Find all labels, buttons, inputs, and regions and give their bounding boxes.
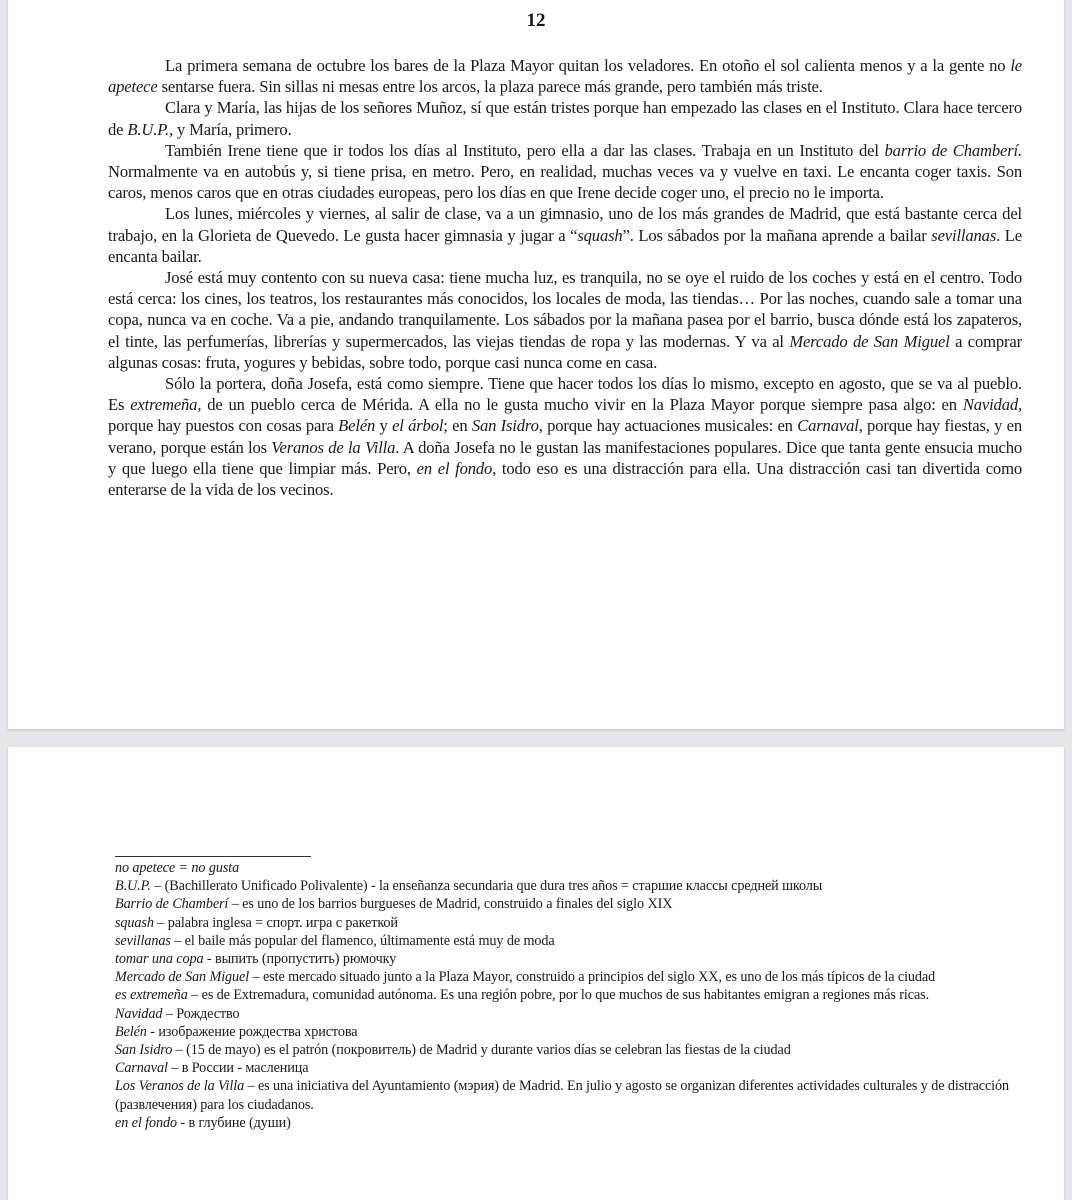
- footnote-term: Navidad: [115, 1005, 163, 1022]
- paragraph-1: [108, 55, 1022, 97]
- text-run: y María, primero.: [173, 119, 292, 139]
- footnote-term: Mercado de San Miguel: [115, 969, 250, 986]
- footnote-separator: [115, 856, 311, 857]
- text-run: Los lunes, miércoles y viernes, al salir de clase, va a un gimnasio, uno de los más grandes de Madrid, que está bastante cerca del trabajo, en la Glorieta de Quevedo. Le gusta hacer gimnasia y jugar a “: [108, 204, 1022, 245]
- footnote-item: [115, 1059, 1038, 1077]
- text-run: ; en: [443, 416, 472, 436]
- footnote-term: Belén: [115, 1023, 147, 1040]
- italic-term: extremeña,: [130, 395, 202, 415]
- footnote-definition: – (Bachillerato Unificado Polivalente) - la enseñanza secundaria que dura tres años = старшие классы средней школы: [150, 878, 823, 895]
- footnote-term: Barrio de Chamberí: [115, 896, 229, 913]
- text-run: a comprar algunas cosas: fruta, yogures y bebidas, sobre todo, porque casi nunca come en casa.: [108, 331, 1023, 372]
- text-run: , porque hay actuaciones musicales: en: [538, 416, 798, 436]
- footnote-item: [115, 950, 1038, 968]
- body-text: [108, 55, 1022, 500]
- document-page-2: [8, 747, 1064, 1200]
- footnote-term: Los Veranos de la Villa: [115, 1078, 245, 1095]
- italic-term: Mercado de San Miguel: [789, 331, 950, 351]
- italic-term: barrio de Chamberí.: [884, 140, 1022, 160]
- text-run: de un pueblo cerca de Mérida. A ella no le gusta mucho vivir en la Plaza Mayor porque siempre pasa algo: en: [201, 395, 963, 415]
- footnote-definition: – es de Extremadura, comunidad autónoma. Es una región pobre, por lo que muchos de sus habitantes emigran a regiones más ricas.: [187, 987, 930, 1004]
- page-number: 12: [526, 10, 546, 31]
- footnote-item: [115, 914, 1038, 932]
- text-run: Normalmente va en autobús y, si tiene prisa, en metro. Pero, en realidad, muchas veces va y vuelve en taxi. Le encanta coger taxis. Son caros, menos caros que en otras ciudades europeas, pero los días en que Irene decide coger uno, el precio no le importa.: [108, 162, 1022, 203]
- footnote-term: B.U.P.: [115, 878, 151, 895]
- footnote-term: tomar una copa: [115, 951, 204, 968]
- italic-term: sevillanas: [931, 225, 997, 245]
- footnote-definition: – (15 de mayo) es el patrón (покровитель) de Madrid y durante varios días se celebran las fiestas de la ciudad: [172, 1042, 791, 1059]
- footnote-item: [115, 877, 1038, 895]
- footnote-item: [115, 895, 1038, 913]
- footnote-item: [115, 986, 1038, 1004]
- text-run: , porque hay fiestas, y en verano, porque están los: [108, 416, 1022, 457]
- footnote-definition: – palabra inglesa = спорт. игра с ракеткой: [153, 914, 398, 931]
- italic-term: en el fondo: [416, 458, 493, 478]
- italic-term: Belén: [338, 416, 376, 436]
- footnote-definition: – este mercado situado junto a la Plaza Mayor, construido a principios del siglo XX, es uno de los más típicos de la ciudad: [249, 969, 936, 986]
- footnote-definition: – el baile más popular del flamenco, últimamente está muy de moda: [170, 932, 555, 949]
- footnote-definition: – в России - масленица: [167, 1060, 309, 1077]
- text-run: . A doña Josefa no le gustan las manifestaciones populares. Dice que tanta gente ensucia mucho y que luego ella tiene que limpiar más. Pero,: [108, 437, 1022, 478]
- footnote-term: en el fondo: [115, 1114, 177, 1131]
- footnote-item: [115, 859, 1038, 877]
- paragraph-2: [108, 97, 1022, 139]
- footnote-definition: - выпить (пропустить) рюмочку: [203, 951, 397, 968]
- italic-term: squash: [577, 225, 623, 245]
- text-run: La primera semana de octubre los bares de la Plaza Mayor quitan los veladores. En otoño el sol calienta menos y a la gente no: [165, 56, 1011, 75]
- text-run: Sólo la portera, doña Josefa, está como siempre. Tiene que hacer todos los días lo mismo, excepto en agosto, que se va al pueblo. Es: [108, 374, 1022, 415]
- footnote-term: Carnaval: [115, 1060, 168, 1077]
- paragraph-4: [108, 203, 1022, 267]
- italic-term: B.U.P.,: [127, 119, 174, 139]
- text-run: porque hay puestos con cosas para: [108, 416, 339, 436]
- paragraph-5: [108, 267, 1022, 373]
- footnote-term: squash: [115, 914, 154, 931]
- paragraph-6: [108, 373, 1022, 500]
- footnote-term: es extremeña: [115, 987, 188, 1004]
- text-run: y: [375, 416, 393, 436]
- footnote-definition: – Рождество: [162, 1005, 240, 1022]
- text-run: sentarse fuera. Sin sillas ni mesas entre los arcos, la plaza parece más grande, pero también más triste.: [157, 77, 823, 97]
- footnote-term: no apetece = no gusta: [115, 860, 240, 876]
- document-page-1: [8, 0, 1064, 729]
- footnote-item: [115, 1041, 1038, 1059]
- italic-term: le apetece: [108, 56, 1022, 97]
- footnote-term: sevillanas: [115, 932, 171, 949]
- text-run: ”. Los sábados por la mañana aprende a bailar: [622, 225, 932, 245]
- text-run: . Le encanta bailar.: [108, 225, 1023, 266]
- italic-term: Navidad,: [962, 395, 1022, 415]
- footnote-item: [115, 932, 1038, 950]
- footnote-definition: – es una iniciativa del Ayuntamiento (мэрия) de Madrid. En julio y agosto se organizan diferentes actividades culturales y de distracción (развлечения) para los ciudadanos.: [115, 1078, 1009, 1113]
- italic-term: San Isidro: [471, 416, 539, 436]
- italic-term: Veranos de la Villa: [271, 437, 396, 457]
- text-run: José está muy contento con su nueva casa: tiene mucha luz, es tranquila, no se oye el ruido de los coches y está en el centro. Todo está cerca: los cines, los teatros, los restaurantes más conocidos, los locales de moda, las tiendas… Por las noches, cuando sale a tomar una copa, nunca va en coche. Va a pie, andando tranquilamente. Los sábados por la mañana pasea por el barrio, busca dónde está los zapateros, el tinte, las perfumerías, librerías y supermercados, las viejas tiendas de ropa y las modernas. Y va al: [108, 268, 1022, 351]
- footnote-item: [115, 1114, 1038, 1132]
- paragraph-3: [108, 140, 1022, 204]
- footnote-definition: – es uno de los barrios burgueses de Madrid, construido a finales del siglo XIX: [228, 896, 673, 913]
- footnote-item: [115, 968, 1038, 986]
- italic-term: el árbol: [392, 416, 444, 436]
- text-run: Clara y María, las hijas de los señores Muñoz, sí que están tristes porque han empezado las clases en el Instituto. Clara hace tercero de: [108, 98, 1022, 139]
- footnote-definition: - изображение рождества христова: [146, 1023, 358, 1040]
- text-run: También Irene tiene que ir todos los días al Instituto, pero ella a dar las clases. Trabaja en un Instituto del: [165, 140, 885, 160]
- footnotes: [108, 856, 1038, 1132]
- footnote-list: [108, 859, 1038, 1132]
- footnote-item: [115, 1023, 1038, 1041]
- italic-term: Carnaval: [797, 416, 859, 436]
- footnote-item: [115, 1005, 1038, 1023]
- text-run: , todo eso es una distracción para ella. Una distracción casi tan divertida como enterarse de la vida de los vecinos.: [108, 458, 1022, 500]
- footnote-item: [115, 1077, 1038, 1113]
- footnote-definition: - в глубине (души): [176, 1114, 291, 1131]
- footnote-term: San Isidro: [115, 1042, 173, 1059]
